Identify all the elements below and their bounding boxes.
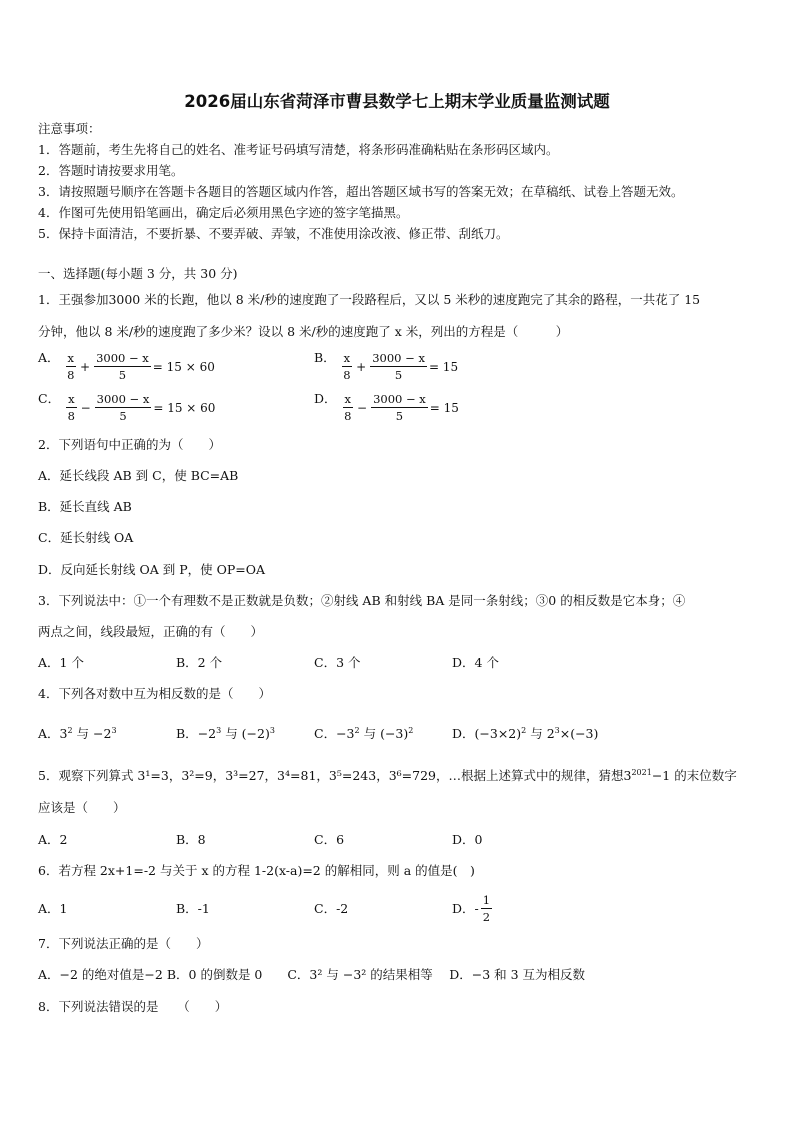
option-label: B． <box>314 350 336 365</box>
question-4-option-b <box>176 723 275 742</box>
expression: (−3×2) <box>474 726 522 742</box>
operator: + <box>80 359 91 374</box>
equation-rhs: = 15 <box>429 400 459 415</box>
notice-item-2: 2．答题时请按要求用笔。 <box>38 163 184 178</box>
exponent: 3 <box>111 726 117 735</box>
expression: ×(−3) <box>559 726 599 742</box>
fraction-numerator: 3000 − x <box>373 392 426 406</box>
expression: −2 <box>197 726 217 742</box>
question-8-stem: 8．下列说法错误的是 （ ） <box>38 999 228 1014</box>
question-1-option-c <box>38 391 215 423</box>
notice-item-4: 4．作图可先使用铅笔画出，确定后必须用黑色字迹的签字笔描黑。 <box>38 205 409 220</box>
power-base: 3 <box>623 768 632 784</box>
connector: 与 <box>359 726 381 742</box>
exponent: 2 <box>67 726 73 735</box>
expression: (−2) <box>241 726 270 742</box>
fraction-numerator: 3000 − x <box>96 351 149 365</box>
question-3-option-d: D．4 个 <box>452 655 499 670</box>
notice-item-3: 3．请按照题号顺序在答题卡各题目的答题区域内作答，超出答题区域书写的答案无效；在草稿纸、试卷上答题无效。 <box>38 184 684 199</box>
question-2-option-a: A．延长线段 AB 到 C，使 BC=AB <box>38 468 239 483</box>
question-5-text-end: −1 的末位数字 <box>651 768 737 784</box>
fraction-denominator: 5 <box>394 368 403 382</box>
option-label: B． <box>176 726 198 742</box>
question-3-option-b: B．2 个 <box>176 655 223 670</box>
fraction-denominator: 5 <box>395 409 404 423</box>
operator: + <box>356 359 367 374</box>
exponent: 2 <box>354 726 360 735</box>
expression: (−3) <box>380 726 409 742</box>
question-5-option-a: A．2 <box>38 832 68 847</box>
fraction-denominator: 2 <box>482 910 491 924</box>
question-3-line-2: 两点之间，线段最短，正确的有（ ） <box>38 624 264 639</box>
question-5-line-1 <box>38 765 737 784</box>
option-label: A． <box>38 350 60 365</box>
notice-item-1: 1．答题前，考生先将自己的姓名、准考证号码填写清楚，将条形码准确粘贴在条形码区域内。 <box>38 142 559 157</box>
question-4-stem: 4．下列各对数中互为相反数的是（ ） <box>38 686 271 701</box>
equation-rhs: = 15 × 60 <box>153 400 216 415</box>
fraction-denominator: 5 <box>118 368 127 382</box>
option-label: D． <box>452 726 475 742</box>
fraction-numerator: x <box>344 392 352 406</box>
equation-rhs: = 15 × 60 <box>152 359 215 374</box>
fraction-numerator: 1 <box>482 893 491 907</box>
notice-heading: 注意事项： <box>38 121 101 136</box>
option-label: C． <box>38 391 61 406</box>
question-1-option-d <box>314 391 459 423</box>
question-3-line-1: 3．下列说法中：①一个有理数不是正数就是负数；②射线 AB 和射线 BA 是同一条射线；③0 的相反数是它本身；④ <box>38 593 686 608</box>
expression: 2 <box>546 726 555 742</box>
question-6-option-a: A．1 <box>38 901 68 916</box>
connector: 与 <box>221 726 242 742</box>
question-7-options: A．−2 的绝对值是−2 B．0 的倒数是 0 C．3² 与 −3² 的结果相等 D．−3 和 3 互为相反数 <box>38 967 586 982</box>
fraction-denominator: 8 <box>343 368 351 382</box>
question-1-line-1: 1．王强参加3000 米的长跑，他以 8 米/秒的速度跑了一段路程后，又以 5 米秒的速度跑完了其余的路程，一共花了 15 <box>38 292 701 307</box>
option-label: D．- <box>452 900 479 916</box>
question-4-option-c <box>314 723 413 742</box>
question-5-option-c: C．6 <box>314 832 345 847</box>
fraction-denominator: 8 <box>344 409 352 423</box>
power-exponent: 2021 <box>631 768 652 777</box>
expression: 3 <box>59 726 68 742</box>
exponent: 3 <box>269 726 275 735</box>
option-label: C． <box>314 726 337 742</box>
operator: − <box>357 400 368 415</box>
equation-rhs: = 15 <box>428 359 459 374</box>
fraction-denominator: 8 <box>67 409 75 423</box>
exam-title: 2026届山东省菏泽市曹县数学七上期末学业质量监测试题 <box>184 92 610 111</box>
exponent: 2 <box>521 726 527 735</box>
question-6-stem: 6．若方程 2x+1=-2 与关于 x 的方程 1-2(x-a)=2 的解相同，则 a 的值是( ) <box>38 863 475 878</box>
fraction-numerator: 3000 − x <box>96 392 150 406</box>
fraction-denominator: 5 <box>119 409 127 423</box>
option-label: A． <box>38 726 60 742</box>
question-6-option-d <box>452 893 494 924</box>
question-6-option-b: B．-1 <box>176 901 210 916</box>
question-2-option-d: D．反向延长射线 OA 到 P，使 OP=OA <box>38 562 266 577</box>
question-2-stem: 2．下列语句中正确的为（ ） <box>38 437 221 452</box>
fraction-numerator: 3000 − x <box>372 351 425 365</box>
question-5-line-2: 应该是（ ） <box>38 800 126 815</box>
question-2-option-c: C．延长射线 OA <box>38 530 134 545</box>
question-3-option-a: A．1 个 <box>38 655 84 670</box>
question-4-option-a <box>38 723 117 742</box>
fraction-numerator: x <box>343 351 351 365</box>
question-5-option-d: D．0 <box>452 832 483 847</box>
connector: 与 <box>72 726 94 742</box>
fraction-numerator: x <box>67 351 75 365</box>
question-1-option-b <box>314 350 458 382</box>
question-3-option-c: C．3 个 <box>314 655 361 670</box>
question-6-option-c: C．-2 <box>314 901 349 916</box>
connector: 与 <box>526 726 547 742</box>
exponent: 3 <box>216 726 222 735</box>
operator: − <box>80 400 91 415</box>
exponent: 2 <box>408 726 414 735</box>
question-4-option-d <box>452 723 598 742</box>
expression: −3 <box>336 726 355 742</box>
question-5-text: 5．观察下列算式 3¹=3，3²=9，3³=27，3⁴=81，3⁵=243，3⁶=729，…根据上述算式中的规律，猜想 <box>38 768 624 784</box>
question-2-option-b: B．延长直线 AB <box>38 499 132 514</box>
question-1-line-2: 分钟，他以 8 米/秒的速度跑了多少米？设以 8 米/秒的速度跑了 x 米，列出的方程是（ ） <box>38 324 569 339</box>
fraction-numerator: x <box>68 392 75 406</box>
question-1-option-a <box>38 350 215 382</box>
question-7-stem: 7．下列说法正确的是（ ） <box>38 936 209 951</box>
exponent: 3 <box>554 726 560 735</box>
notice-item-5: 5．保持卡面清洁，不要折暴、不要弄破、弄皱，不准使用涂改液、修正带、刮纸刀。 <box>38 226 509 241</box>
section-heading: 一、选择题(每小题 3 分，共 30 分) <box>38 266 238 281</box>
question-5-option-b: B．8 <box>176 832 206 847</box>
option-label: D． <box>314 391 337 406</box>
fraction-denominator: 8 <box>67 368 75 382</box>
expression: −2 <box>93 726 112 742</box>
